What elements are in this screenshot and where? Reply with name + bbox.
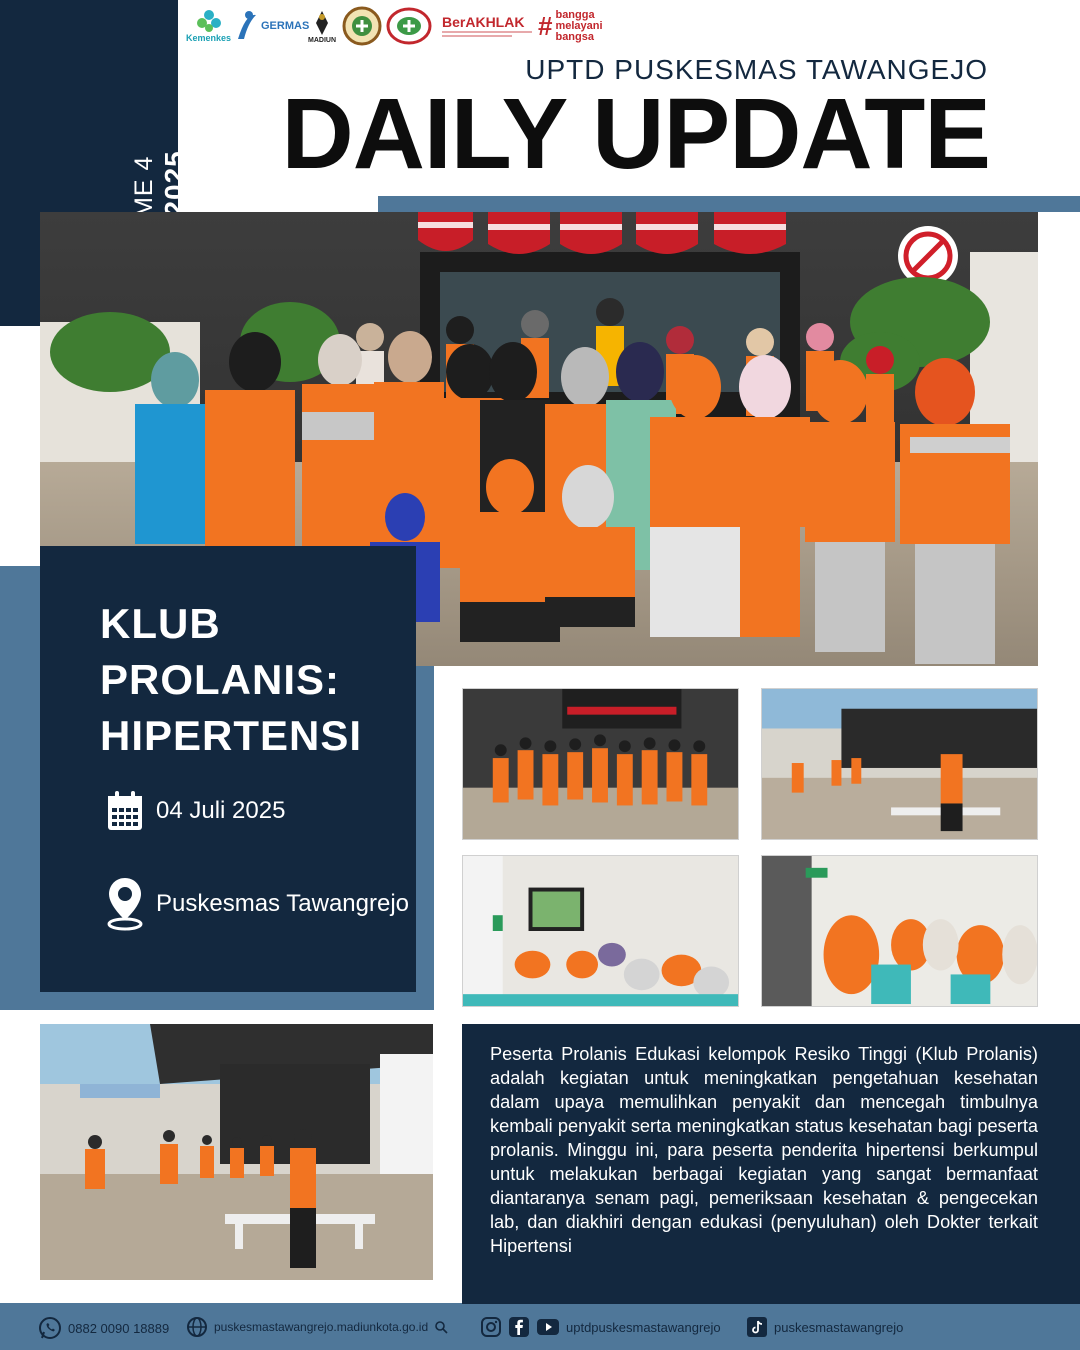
calendar-icon bbox=[106, 790, 144, 832]
event-title-line2: PROLANIS: bbox=[100, 656, 340, 703]
berakhlak-logo: BerAKHLAK bbox=[442, 4, 532, 48]
event-location-text: Puskesmas Tawangrejo bbox=[156, 890, 410, 917]
globe-icon bbox=[186, 1316, 208, 1338]
event-title-line1: KLUB bbox=[100, 600, 221, 647]
bangga-melayani-logo: # bangga melayani bangsa bbox=[538, 8, 603, 43]
exercise-photo bbox=[40, 1024, 433, 1280]
description-text: Peserta Prolanis Edukasi kelompok Resiko Tinggi (Klub Prolanis) adalah kegiatan untuk meningkatkan pengetahuan kesehatan dalam upaya memulihkan penyakit dan mencegah timbulnya kembali penyakit serta meningkatkan status kesehatan bagi peserta prolanis. Minggu ini, para peserta penderita hipertensi berkumpul untuk melakukan berbagai kegiatan yang sangat bermanfaat diantaranya senam pagi, pemeriksaan kesehatan & pengecekan lab, dan diakhiri dengan edukasi (penyuluhan) oleh Dokter terkait Hipertensi bbox=[490, 1044, 1038, 1256]
footer-social[interactable] bbox=[480, 1316, 721, 1338]
thumbnail-image-3 bbox=[463, 856, 738, 1006]
event-date bbox=[106, 790, 285, 832]
germas-icon bbox=[234, 9, 258, 43]
website-url: puskesmastawangrejo.madiunkota.go.id bbox=[214, 1320, 429, 1334]
organization-name: UPTD PUSKESMAS TAWANGEJO bbox=[525, 54, 988, 85]
facebook-icon bbox=[508, 1316, 530, 1338]
event-card bbox=[40, 546, 416, 992]
youtube-icon bbox=[536, 1316, 560, 1338]
footer-tiktok[interactable] bbox=[746, 1316, 903, 1338]
phone-number: 0882 0090 18889 bbox=[68, 1320, 170, 1336]
germas-logo: GERMAS bbox=[234, 4, 309, 48]
footer-website[interactable] bbox=[186, 1316, 448, 1338]
social-handle: uptdpuskesmastawangrejo bbox=[566, 1319, 721, 1335]
event-date-text: 04 Juli 2025 bbox=[156, 797, 286, 824]
tiktok-handle: puskesmastawangrejo bbox=[774, 1319, 904, 1335]
instagram-icon bbox=[480, 1316, 502, 1338]
madiun-logo: MADIUN bbox=[308, 4, 336, 48]
madiun-icon bbox=[308, 9, 336, 37]
hashtag-icon: # bbox=[538, 10, 553, 41]
thumbnail-exercise-photo bbox=[761, 688, 1038, 840]
seal-icon bbox=[342, 6, 382, 46]
description-card bbox=[462, 1024, 1080, 1304]
thumbnail-audience-photo bbox=[761, 855, 1038, 1007]
puskesmas-logo bbox=[386, 4, 432, 48]
thumbnail-seminar-photo bbox=[462, 855, 739, 1007]
event-title bbox=[100, 596, 362, 764]
location-pin-icon bbox=[106, 876, 144, 932]
exercise-image bbox=[40, 1024, 433, 1280]
logo-strip bbox=[186, 4, 626, 48]
thumbnail-group-photo bbox=[462, 688, 739, 840]
event-title-line3: HIPERTENSI bbox=[100, 712, 363, 759]
kemenkes-logo: Kemenkes bbox=[186, 4, 231, 48]
whatsapp-icon bbox=[38, 1316, 62, 1340]
kemenkes-icon bbox=[196, 9, 222, 33]
tiktok-icon bbox=[746, 1316, 768, 1338]
footer-phone[interactable] bbox=[38, 1316, 169, 1340]
puskesmas-icon bbox=[386, 6, 432, 46]
thumbnail-image-4 bbox=[762, 856, 1037, 1006]
page-title: DAILY UPDATE bbox=[281, 78, 990, 190]
title-underline bbox=[378, 196, 1080, 212]
search-icon bbox=[434, 1320, 448, 1334]
thumbnail-image-1 bbox=[463, 689, 738, 839]
event-location bbox=[106, 876, 409, 932]
thumbnail-image-2 bbox=[762, 689, 1037, 839]
seal-logo bbox=[342, 4, 382, 48]
berakhlak-tagline-icon bbox=[442, 30, 532, 38]
